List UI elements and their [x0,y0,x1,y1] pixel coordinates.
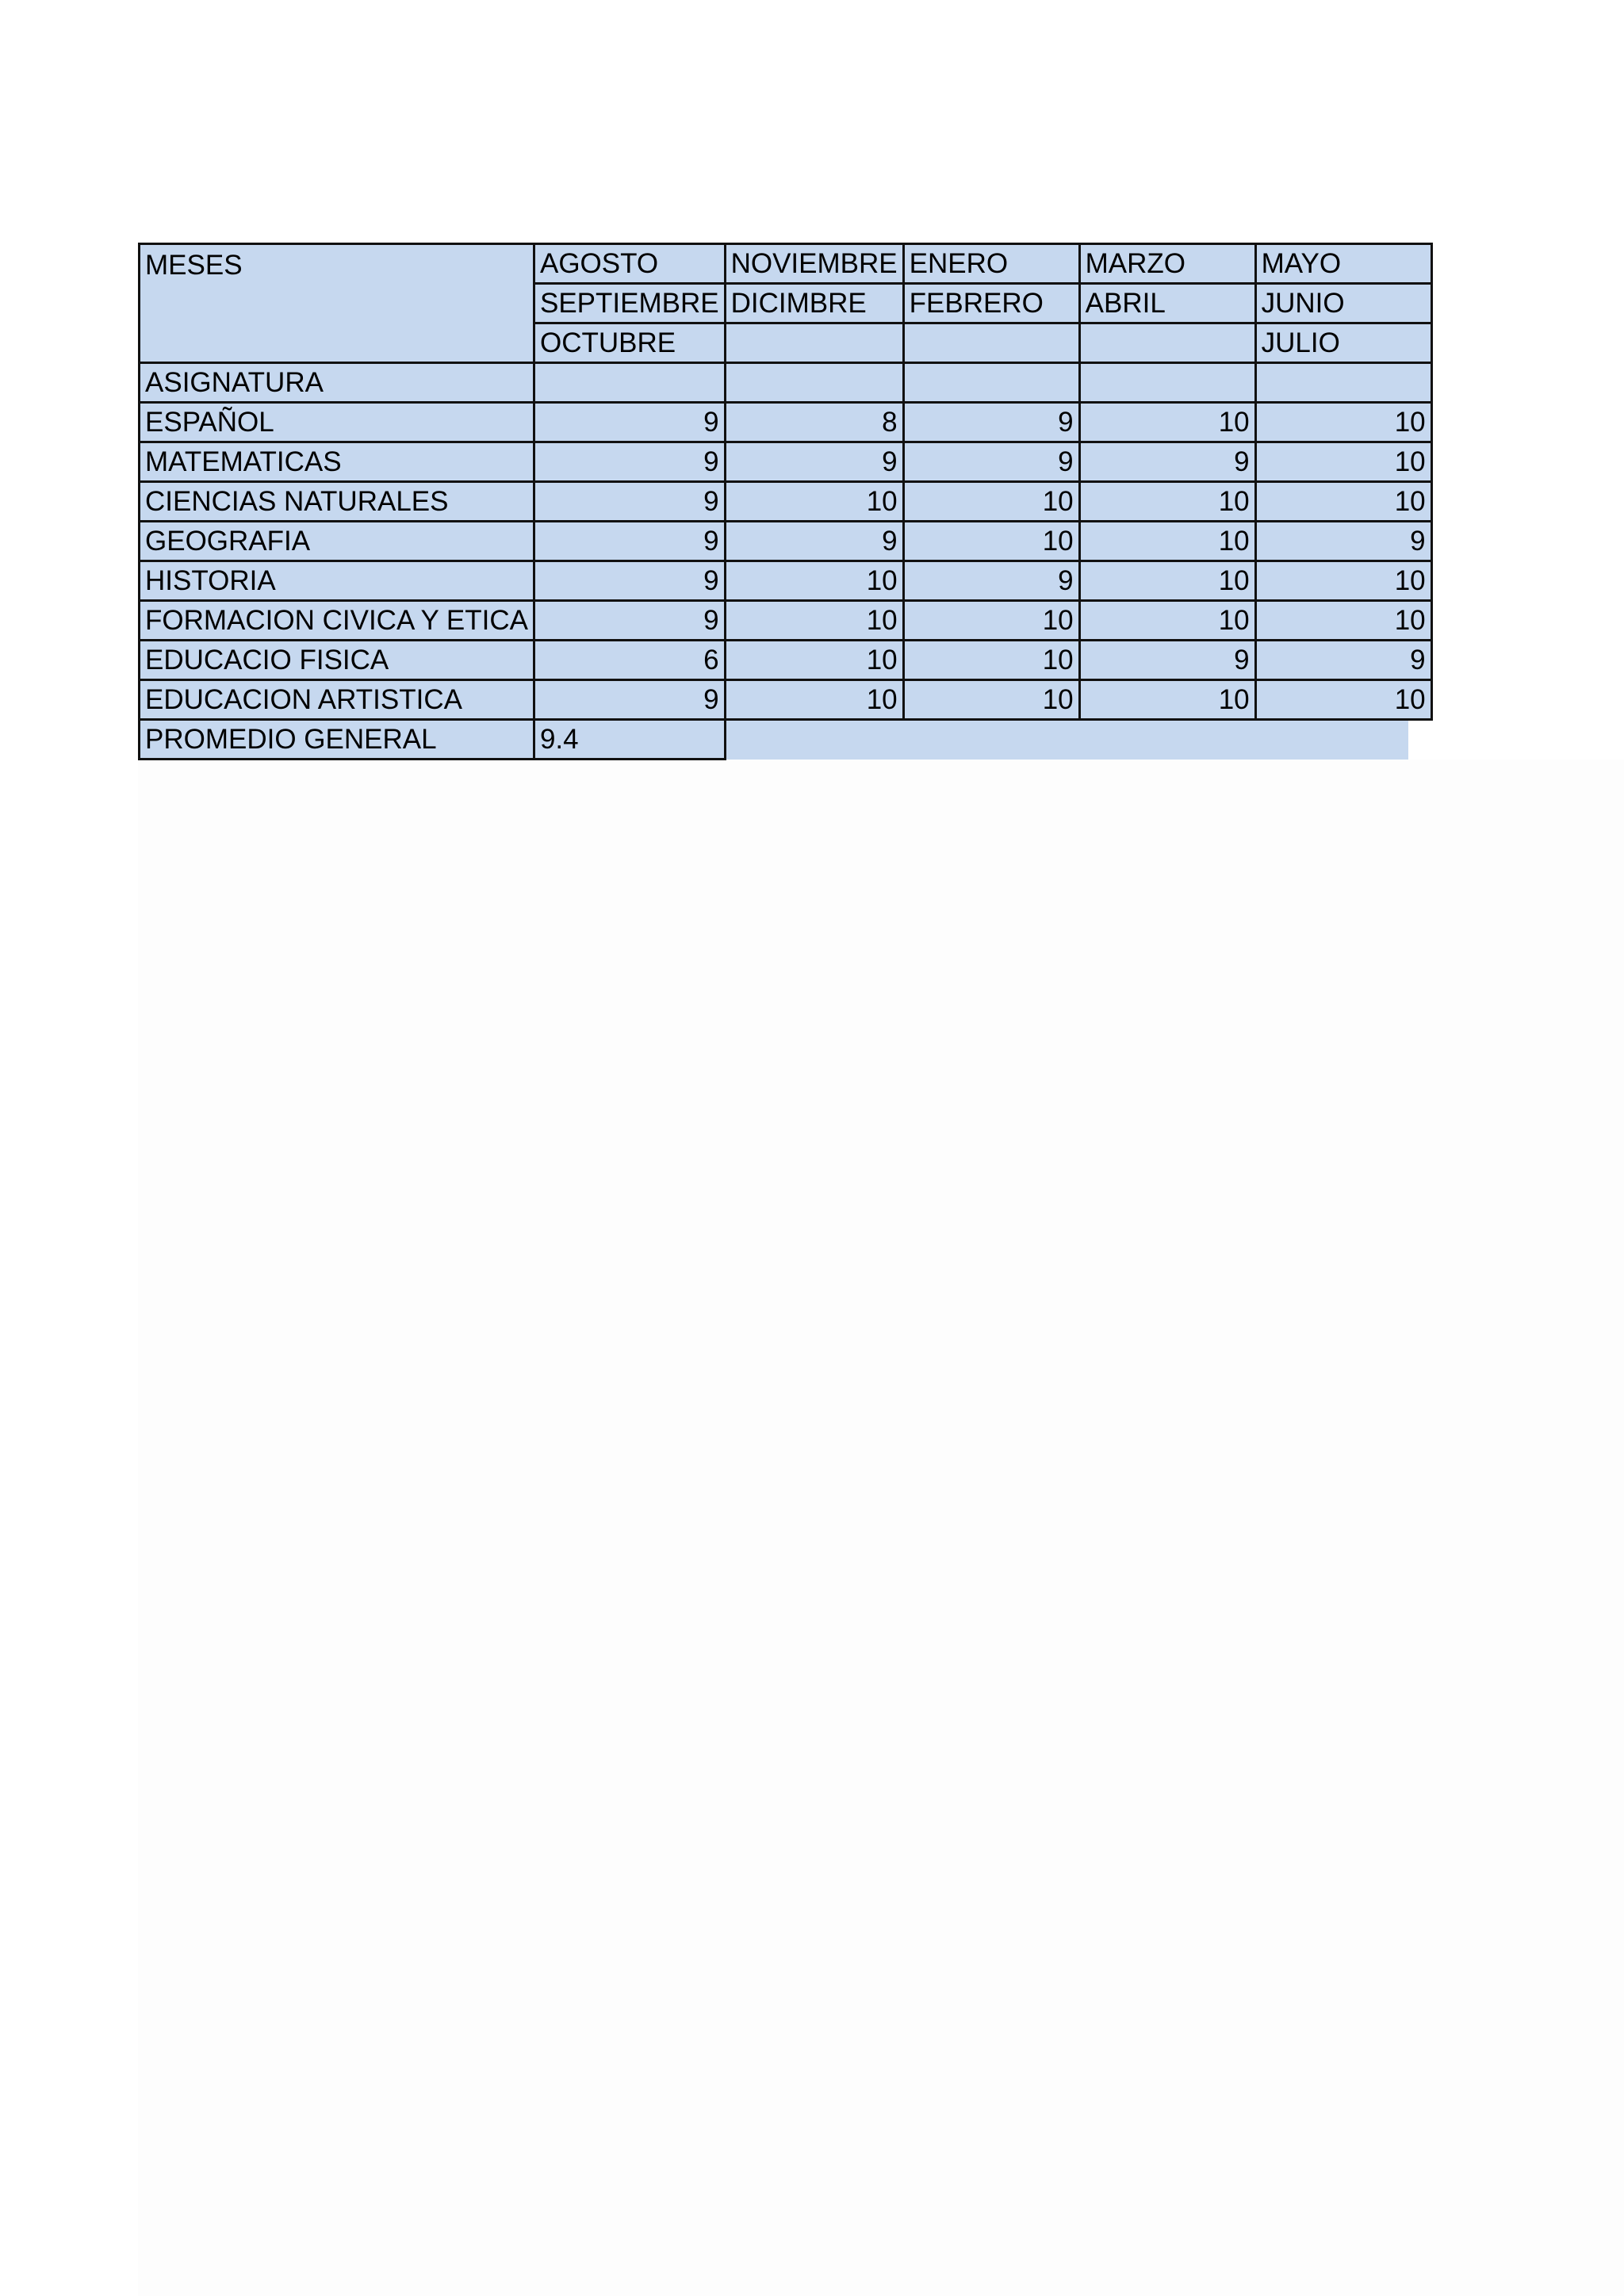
empty-cell [534,363,725,403]
period-cell: ABRIL [1079,284,1255,323]
period-cell [903,323,1079,363]
period-cell: MARZO [1079,244,1255,284]
subject-name: EDUCACION ARTISTICA [140,680,534,720]
grade-cell: 10 [1079,601,1255,641]
empty-cell [1079,363,1255,403]
subject-name: MATEMATICAS [140,442,534,482]
grade-cell: 9 [534,442,725,482]
subject-row [140,601,1432,641]
subject-name: FORMACION CIVICA Y ETICA [140,601,534,641]
grade-cell: 9 [903,561,1079,601]
grade-cell: 10 [725,680,903,720]
grade-cell: 9 [534,482,725,522]
grade-cell: 9 [534,680,725,720]
subject-name: HISTORIA [140,561,534,601]
period-cell: ENERO [903,244,1079,284]
grade-cell: 10 [725,561,903,601]
period-cell: FEBRERO [903,284,1079,323]
asignatura-label: ASIGNATURA [140,363,534,403]
grade-cell: 10 [725,601,903,641]
subject-name: CIENCIAS NATURALES [140,482,534,522]
grades-table [138,243,1433,760]
grade-cell: 9 [903,442,1079,482]
promedio-row [140,720,1432,760]
subject-name: GEOGRAFIA [140,522,534,561]
subject-name: EDUCACIO FISICA [140,641,534,680]
grade-cell: 10 [1255,403,1431,442]
grade-cell: 10 [1079,482,1255,522]
subject-row [140,482,1432,522]
grade-cell: 6 [534,641,725,680]
grade-cell: 9 [534,601,725,641]
grade-cell: 10 [1255,482,1431,522]
subject-row [140,641,1432,680]
grade-cell: 9 [1079,442,1255,482]
grade-cell: 10 [1079,561,1255,601]
grade-cell: 10 [1255,680,1431,720]
grade-cell: 9 [1079,641,1255,680]
grade-cell: 10 [1079,522,1255,561]
grade-cell: 8 [725,403,903,442]
period-cell: DICIMBRE [725,284,903,323]
period-cell: JUNIO [1255,284,1431,323]
empty-cell [1255,363,1431,403]
period-cell [725,323,903,363]
period-cell [1079,323,1255,363]
period-cell: MAYO [1255,244,1431,284]
grade-cell: 10 [903,482,1079,522]
period-cell: AGOSTO [534,244,725,284]
grade-cell: 10 [903,601,1079,641]
subject-row [140,680,1432,720]
grade-cell: 10 [903,641,1079,680]
grade-cell: 9 [534,403,725,442]
subject-row [140,442,1432,482]
promedio-value: 9.4 [534,720,725,760]
grade-cell: 10 [1079,403,1255,442]
meses-header: MESES [140,244,534,363]
grade-cell: 10 [725,641,903,680]
empty-cell [903,363,1079,403]
grade-cell: 10 [903,680,1079,720]
grade-cell: 9 [534,561,725,601]
empty-cell [725,363,903,403]
grade-cell: 10 [1255,442,1431,482]
grade-cell: 10 [725,482,903,522]
grade-cell: 9 [725,442,903,482]
subject-row [140,403,1432,442]
grade-cell: 10 [903,522,1079,561]
print-area [138,760,1624,2296]
period-cell: SEPTIEMBRE [534,284,725,323]
asignatura-row [140,363,1432,403]
period-cell: JULIO [1255,323,1431,363]
promedio-label: PROMEDIO GENERAL [140,720,534,760]
grade-cell: 10 [1255,561,1431,601]
period-cell: NOVIEMBRE [725,244,903,284]
grade-cell: 9 [1255,522,1431,561]
grade-cell: 9 [534,522,725,561]
period-cell: OCTUBRE [534,323,725,363]
grade-cell: 10 [1079,680,1255,720]
subject-row [140,522,1432,561]
subject-row [140,561,1432,601]
grade-cell: 9 [1255,641,1431,680]
grade-cell: 9 [725,522,903,561]
grade-cell: 10 [1255,601,1431,641]
header-row-1 [140,244,1432,284]
subject-name: ESPAÑOL [140,403,534,442]
grade-cell: 9 [903,403,1079,442]
